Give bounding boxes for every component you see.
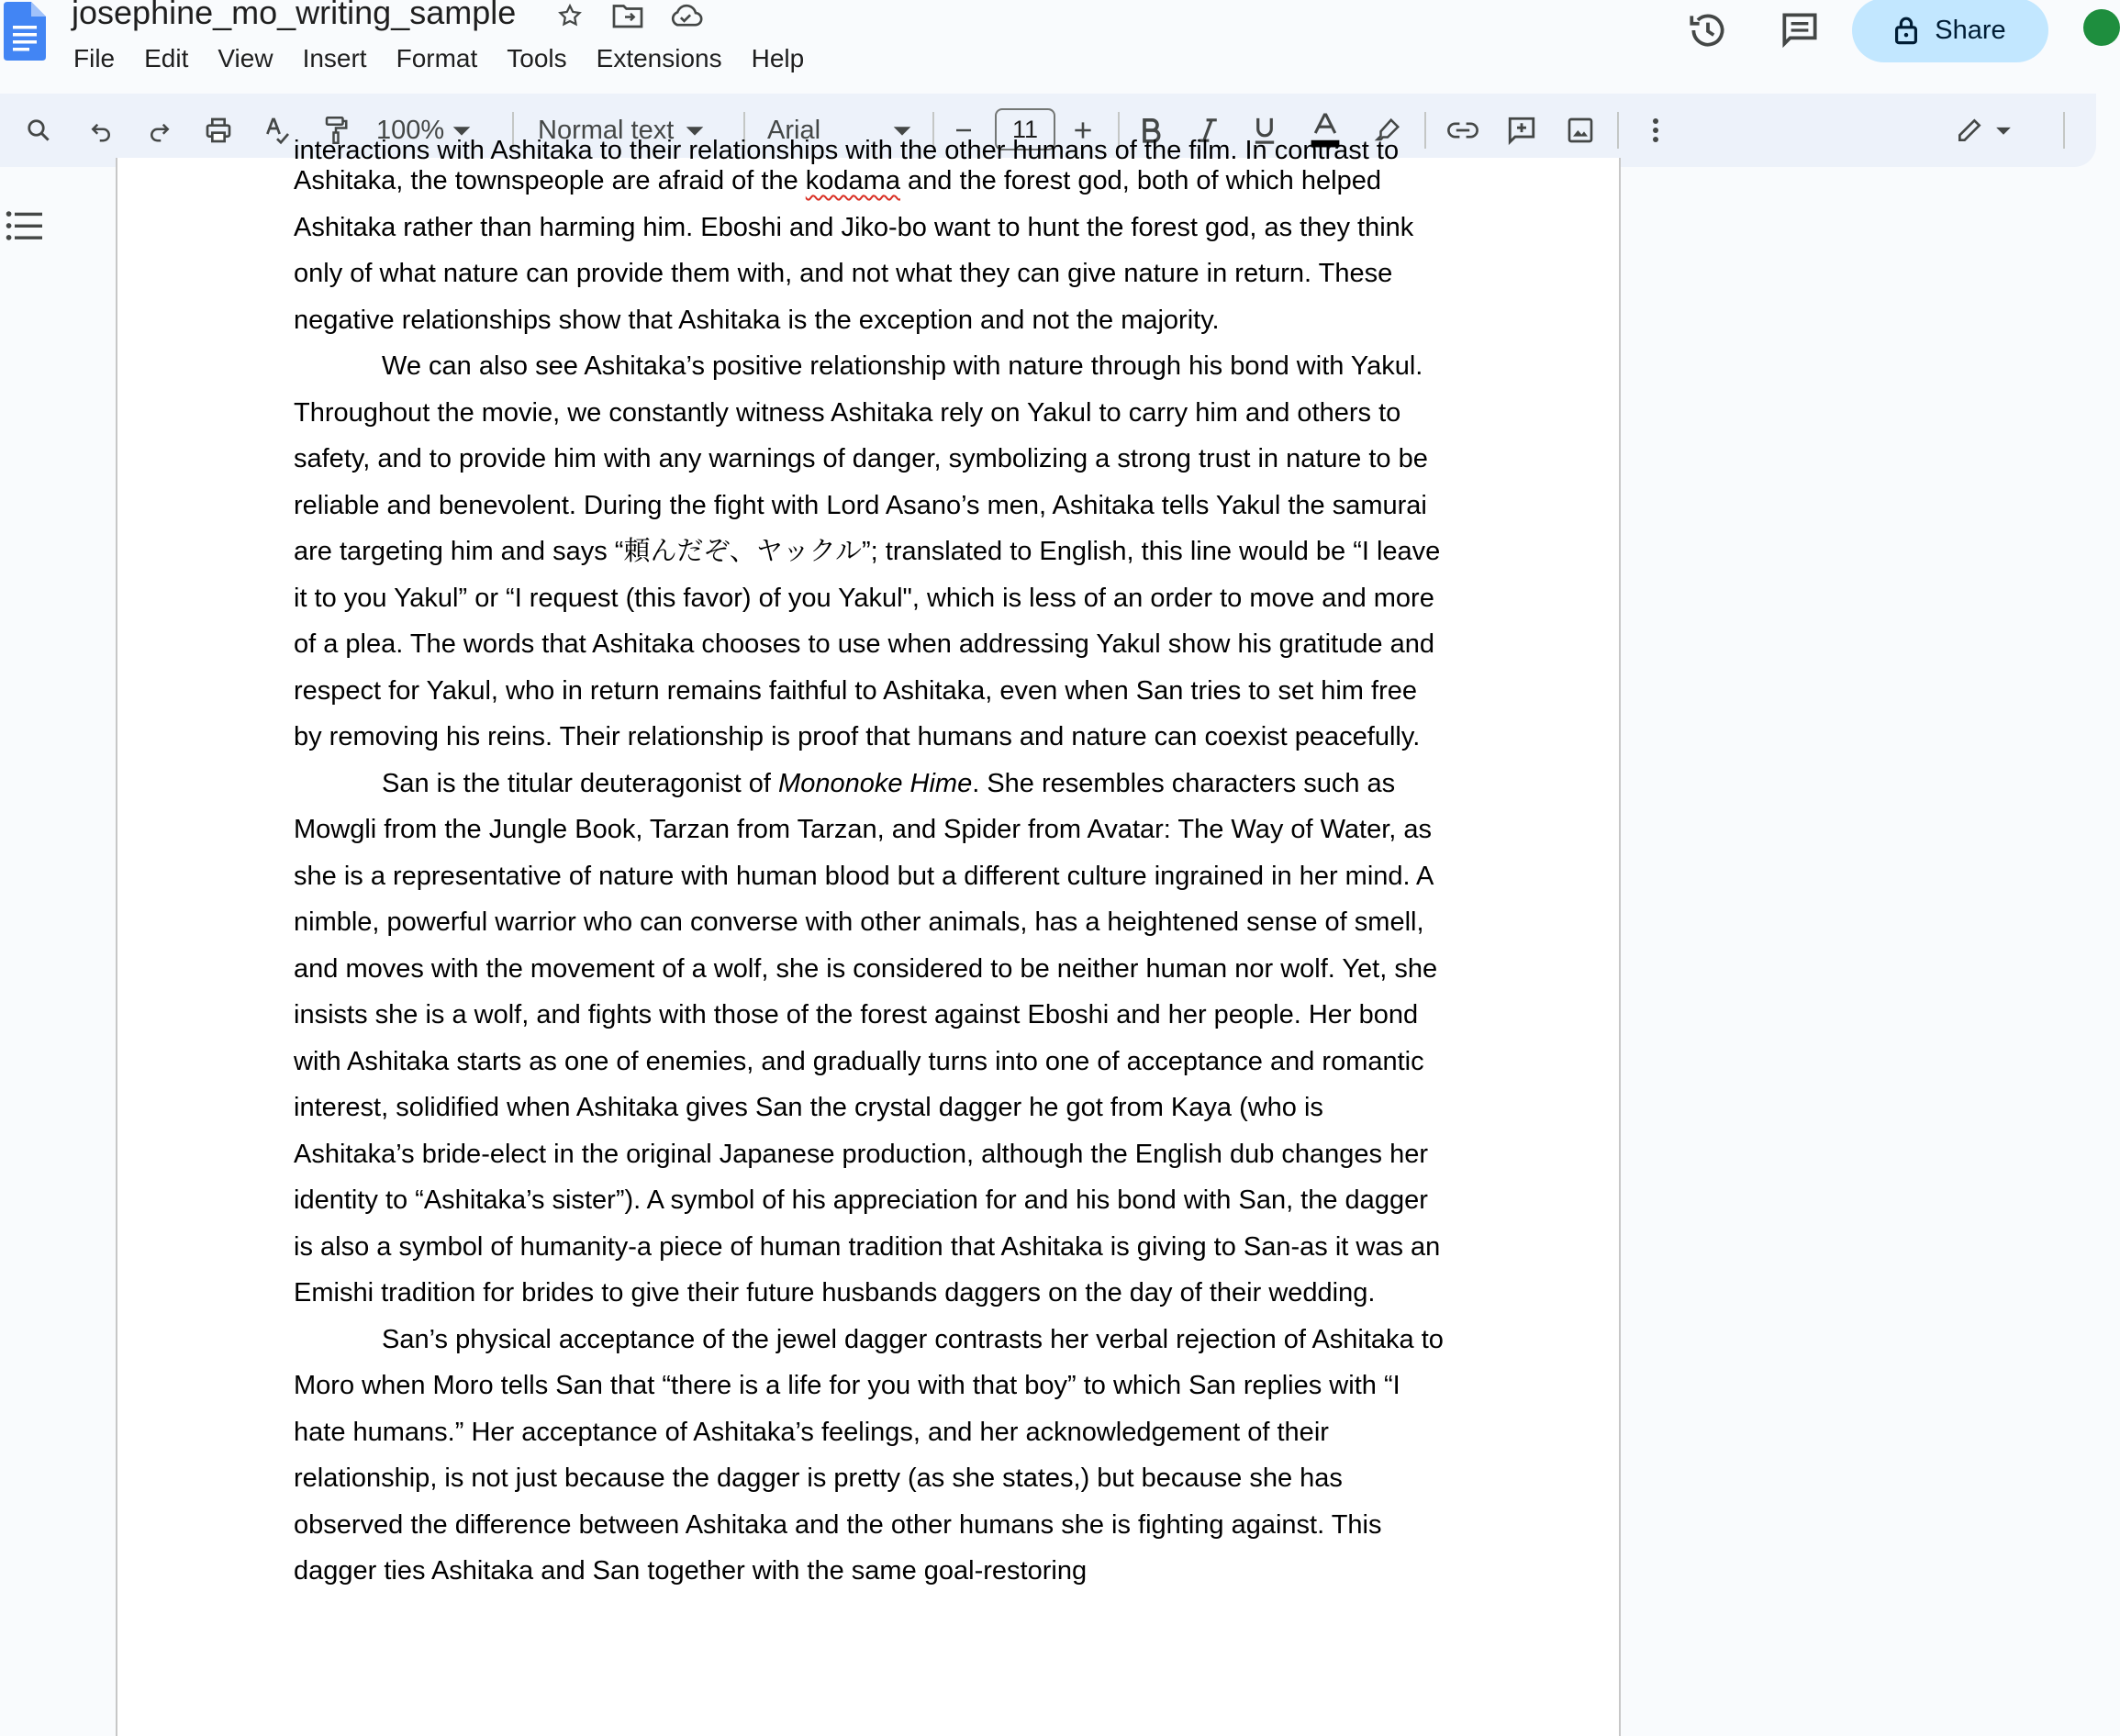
chevron-down-icon: [1993, 123, 2014, 138]
add-comment-icon[interactable]: [1501, 94, 1542, 167]
document-page[interactable]: [116, 136, 1621, 1736]
font-size-input[interactable]: 11: [995, 108, 1055, 150]
comments-icon[interactable]: [1777, 7, 1823, 53]
redo-icon[interactable]: [139, 94, 180, 167]
google-docs-logo-icon[interactable]: [4, 2, 46, 61]
document-outline-icon[interactable]: [6, 209, 42, 242]
star-icon[interactable]: [554, 2, 587, 29]
lock-icon: [1894, 16, 1918, 45]
move-to-folder-icon[interactable]: [611, 2, 644, 29]
toolbar-divider: [1617, 112, 1619, 149]
print-icon[interactable]: [198, 94, 239, 167]
menu-edit[interactable]: Edit: [144, 44, 189, 72]
toolbar-divider: [1424, 112, 1426, 149]
menu-view[interactable]: View: [218, 44, 273, 72]
paragraph: San’s physical acceptance of the jewel dagger contrasts her verbal rejection of Ashitaka to Moro when Moro tells San that “there is a life for you with that boy” to which San replies with “I hate humans.” Her acceptance of Ashitaka’s feelings, and her acknowledgement of their relationship, is not just because the dagger is pretty (as she states,) but because she has observed the difference between Ashitaka and the other humans she is fighting against. This dagger ties Ashitaka and San together with the same goal-restoring: [294, 1324, 1444, 1586]
version-history-icon[interactable]: [1685, 7, 1731, 53]
paragraph: San is the titular deuteragonist of Mononoke Hime. She resembles characters such as Mowgli from the Jungle Book, Tarzan from Tarzan, and Spider from Avatar: The Way of Water, as she is a representative of nature with human blood but a different culture ingrained in her mind. A nimble, powerful warrior who can converse with other animals, has a heightened sense of smell, and moves with the movement of a wolf, she is considered to be neither human nor wolf. Yet, she insists she is a wolf, and fights with those of the forest against Eboshi and her people. Her bond with Ashitaka starts as one of enemies, and gradually turns into one of acceptance and romantic interest, solidified when Ashitaka gives San the crystal dagger he got from Kaya (who is Ashitaka’s bride-elect in the original Japanese production, although the English dub changes her identity to “Ashitaka’s sister”). A symbol of his appreciation for and his bond with San, the dagger is also a symbol of humanity-a piece of human tradition that Ashitaka is giving to San-as it was an Emishi tradition for brides to give their future husbands daggers on the day of their wedding.: [294, 768, 1441, 1308]
menu-bar: [59, 40, 819, 77]
document-body[interactable]: [294, 136, 1446, 1595]
share-button[interactable]: [1852, 0, 2048, 62]
menu-extensions[interactable]: Extensions: [596, 44, 722, 72]
share-label: Share: [1935, 15, 2006, 45]
partial-line: interactions with Ashitaka to their relationships with the other humans of the film. In contrast to: [294, 136, 1400, 165]
misspelled-word[interactable]: kodama: [805, 166, 900, 195]
cloud-saved-icon[interactable]: [668, 2, 701, 29]
search-icon[interactable]: [18, 94, 59, 167]
link-icon[interactable]: [1441, 94, 1485, 167]
paragraph-style-value: Normal text: [538, 115, 675, 145]
more-icon[interactable]: [1637, 94, 1674, 167]
edit-mode-icon[interactable]: [1949, 94, 2019, 167]
menu-insert[interactable]: Insert: [302, 44, 367, 72]
menu-help[interactable]: Help: [751, 44, 805, 72]
document-canvas: [0, 136, 2096, 1718]
account-avatar[interactable]: [2083, 9, 2120, 46]
menu-tools[interactable]: Tools: [507, 44, 567, 72]
paragraph: We can also see Ashitaka’s positive relationship with nature through his bond with Yakul. Throughout the movie, we constantly witness Ashitaka rely on Yakul to carry him and others to safety, and to provide him with any warnings of danger, symbolizing a strong trust in nature to be reliable and benevolent. During the fight with Lord Asano’s men, Ashitaka tells Yakul the samurai are targeting him and says “頼んだぞ、ヤックル”; translated to English, this line would be “I leave it to you Yakul” or “I request (this favor) of you Yakul", which is less of an order to move and more of a plea. The words that Ashitaka chooses to use when addressing Yakul show his gratitude and respect for Yakul, who in return remains faithful to Ashitaka, even when San tries to set him free by removing his reins. Their relationship is proof that humans and nature can coexist peacefully.: [294, 351, 1441, 751]
title-bar: [0, 0, 2096, 92]
undo-icon[interactable]: [81, 94, 121, 167]
menu-format[interactable]: Format: [396, 44, 478, 72]
zoom-value: 100%: [376, 115, 445, 145]
italic-title: Mononoke Hime: [778, 768, 973, 798]
toolbar-divider: [2063, 112, 2065, 149]
spellcheck-icon[interactable]: [257, 94, 297, 167]
title-icons: [554, 2, 701, 29]
font-family-value: Arial: [767, 115, 821, 145]
document-title[interactable]: josephine_mo_writing_sample: [72, 0, 517, 31]
paragraph: Ashitaka, the townspeople are afraid of the kodama and the forest god, both of which helped Ashitaka rather than harming him. Eboshi and Jiko-bo want to hunt the forest god, as they think only of what nature can provide them with, and not what they can give nature in return. These negative relationships show that Ashitaka is the exception and not the majority.: [294, 166, 1414, 335]
menu-file[interactable]: File: [73, 44, 116, 72]
image-icon[interactable]: [1560, 94, 1601, 167]
